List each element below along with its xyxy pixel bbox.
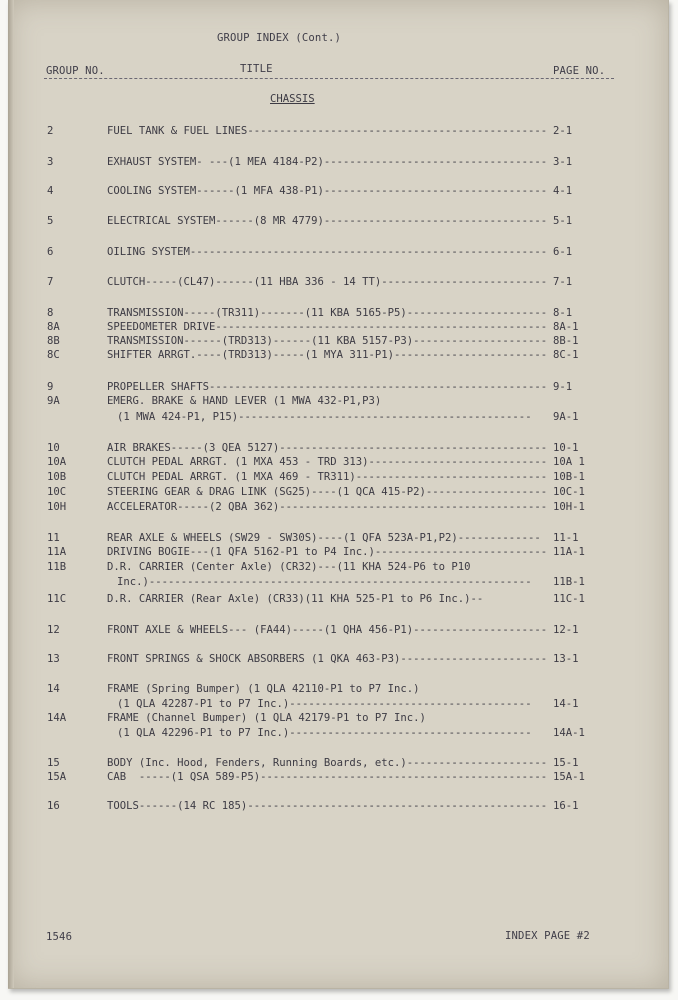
group-number: 10 (47, 442, 60, 454)
group-number: 2 (47, 125, 54, 137)
table-row (0, 592, 660, 606)
page-number: 8A-1 (553, 321, 579, 333)
table-row (0, 770, 660, 784)
page-number: 14A-1 (553, 727, 585, 739)
table-row (0, 394, 660, 408)
page-number: 12-1 (553, 624, 579, 636)
group-title: SHIFTER ARRGT.----(TRD313)-----(1 MYA 311-P1)------------------------ (107, 349, 548, 361)
group-number: 5 (47, 215, 54, 227)
group-number: 6 (47, 246, 54, 258)
table-row (0, 711, 660, 725)
page-number: 7-1 (553, 276, 573, 288)
table-row (0, 726, 660, 740)
table-row (0, 124, 660, 138)
page-number: 10H-1 (553, 501, 585, 513)
group-number: 11C (47, 593, 67, 605)
group-title: FRONT AXLE & WHEELS--- (FA44)-----(1 QHA 456-P1)--------------------- (107, 624, 548, 636)
page-number: 14-1 (553, 698, 579, 710)
table-row (0, 275, 660, 289)
group-number: 14A (47, 712, 67, 724)
group-title: COOLING SYSTEM------(1 MFA 438-P1)----------------------------------- (107, 185, 548, 197)
table-row (0, 245, 660, 259)
page-number: 11B-1 (553, 576, 585, 588)
table-row (0, 485, 660, 499)
group-number: 13 (47, 653, 60, 665)
group-title: AIR BRAKES-----(3 QEA 5127)------------------------------------------ (107, 442, 548, 454)
page-number: 8C-1 (553, 349, 579, 361)
group-title: CLUTCH PEDAL ARRGT. (1 MXA 469 - TR311)------------------------------ (107, 471, 548, 483)
page-number: 9-1 (553, 381, 573, 393)
table-row (0, 470, 660, 484)
page-number: 6-1 (553, 246, 573, 258)
table-row (0, 306, 660, 320)
group-title: SPEEDOMETER DRIVE---------------------------------------------------- (107, 321, 548, 333)
table-row (0, 441, 660, 455)
table-row (0, 560, 660, 574)
page-number: 10A 1 (553, 456, 585, 468)
page-number: 11A-1 (553, 546, 585, 558)
footer-page-label: INDEX PAGE #2 (505, 930, 590, 942)
table-row (0, 455, 660, 469)
header-divider (44, 78, 614, 80)
column-header-page: PAGE NO. (553, 65, 606, 77)
group-title: FUEL TANK & FUEL LINES----------------------------------------------- (107, 125, 548, 137)
table-row (0, 500, 660, 514)
group-number: 12 (47, 624, 60, 636)
column-header-title: TITLE (240, 63, 273, 75)
section-heading: CHASSIS (270, 93, 315, 105)
page-number: 5-1 (553, 215, 573, 227)
table-row (0, 380, 660, 394)
table-row (0, 184, 660, 198)
group-title: CLUTCH-----(CL47)------(11 HBA 336 - 14 TT)-------------------------- (107, 276, 548, 288)
table-row (0, 410, 660, 424)
group-number: 15A (47, 771, 67, 783)
group-number: 9 (47, 381, 54, 393)
group-title: ACCELERATOR-----(2 QBA 362)------------------------------------------ (107, 501, 548, 513)
page-number: 9A-1 (553, 411, 579, 423)
group-number: 10A (47, 456, 67, 468)
page-number: 2-1 (553, 125, 573, 137)
page-number: 8-1 (553, 307, 573, 319)
group-title: Inc.)------------------------------------------------------------ (117, 576, 532, 588)
footer-year: 1546 (46, 931, 73, 943)
table-row (0, 652, 660, 666)
table-row (0, 799, 660, 813)
group-title: EXHAUST SYSTEM- ---(1 MEA 4184-P2)----------------------------------- (107, 156, 548, 168)
table-row (0, 623, 660, 637)
group-title: DRIVING BOGIE---(1 QFA 5162-P1 to P4 Inc.)--------------------------- (107, 546, 548, 558)
page-number: 8B-1 (553, 335, 579, 347)
page-number: 3-1 (553, 156, 573, 168)
group-number: 14 (47, 683, 60, 695)
group-title: D.R. CARRIER (Rear Axle) (CR33)(11 KHA 525-P1 to P6 Inc.)-- (107, 593, 484, 605)
page-number: 11-1 (553, 532, 579, 544)
group-number: 11B (47, 561, 67, 573)
group-number: 10H (47, 501, 67, 513)
group-number: 8B (47, 335, 60, 347)
page-number: 10C-1 (553, 486, 585, 498)
table-row (0, 334, 660, 348)
column-header-group: GROUP NO. (46, 65, 105, 77)
page-number: 15A-1 (553, 771, 585, 783)
group-title: OILING SYSTEM-------------------------------------------------------- (107, 246, 548, 258)
group-title: TRANSMISSION------(TRD313)------(11 KBA 5157-P3)--------------------- (107, 335, 548, 347)
page-number: 13-1 (553, 653, 579, 665)
table-row (0, 697, 660, 711)
group-title: FRONT SPRINGS & SHOCK ABSORBERS (1 QKA 463-P3)----------------------- (107, 653, 548, 665)
group-number: 3 (47, 156, 54, 168)
group-title: (1 QLA 42296-P1 to P7 Inc.)-------------------------------------- (117, 727, 532, 739)
group-title: FRAME (Channel Bumper) (1 QLA 42179-P1 to P7 Inc.) (107, 712, 426, 724)
group-title: D.R. CARRIER (Center Axle) (CR32)---(11 KHA 524-P6 to P10 (107, 561, 471, 573)
table-row (0, 214, 660, 228)
group-title: TRANSMISSION-----(TR311)-------(11 KBA 5165-P5)---------------------- (107, 307, 548, 319)
group-number: 7 (47, 276, 54, 288)
group-number: 4 (47, 185, 54, 197)
group-number: 10C (47, 486, 67, 498)
group-number: 15 (47, 757, 60, 769)
table-row (0, 682, 660, 696)
group-title: PROPELLER SHAFTS----------------------------------------------------- (107, 381, 548, 393)
page-number: 11C-1 (553, 593, 585, 605)
group-title: STEERING GEAR & DRAG LINK (SG25)----(1 QCA 415-P2)------------------- (107, 486, 548, 498)
group-title: FRAME (Spring Bumper) (1 QLA 42110-P1 to P7 Inc.) (107, 683, 420, 695)
group-title: (1 QLA 42287-P1 to P7 Inc.)-------------------------------------- (117, 698, 532, 710)
group-title: CLUTCH PEDAL ARRGT. (1 MXA 453 - TRD 313)---------------------------- (107, 456, 548, 468)
table-row (0, 545, 660, 559)
group-number: 11 (47, 532, 60, 544)
page-number: 4-1 (553, 185, 573, 197)
table-row (0, 756, 660, 770)
group-number: 9A (47, 395, 60, 407)
page-number: 10B-1 (553, 471, 585, 483)
table-row (0, 348, 660, 362)
group-number: 10B (47, 471, 67, 483)
page-number: 10-1 (553, 442, 579, 454)
group-number: 8A (47, 321, 60, 333)
group-title: REAR AXLE & WHEELS (SW29 - SW30S)----(1 QFA 523A-P1,P2)------------- (107, 532, 541, 544)
group-title: EMERG. BRAKE & HAND LEVER (1 MWA 432-P1,P3) (107, 395, 382, 407)
group-number: 8C (47, 349, 60, 361)
page-number: 16-1 (553, 800, 579, 812)
table-row (0, 531, 660, 545)
group-title: (1 MWA 424-P1, P15)---------------------------------------------- (117, 411, 532, 423)
group-number: 16 (47, 800, 60, 812)
group-number: 11A (47, 546, 67, 558)
group-title: BODY (Inc. Hood, Fenders, Running Boards, etc.)---------------------- (107, 757, 548, 769)
group-title: TOOLS------(14 RC 185)----------------------------------------------- (107, 800, 548, 812)
group-number: 8 (47, 307, 54, 319)
page-number: 15-1 (553, 757, 579, 769)
table-row (0, 155, 660, 169)
page-title: GROUP INDEX (Cont.) (217, 32, 342, 44)
group-title: CAB -----(1 QSA 589-P5)--------------------------------------------- (107, 771, 548, 783)
group-title: ELECTRICAL SYSTEM------(8 MR 4779)----------------------------------- (107, 215, 548, 227)
table-row (0, 320, 660, 334)
table-row (0, 575, 660, 589)
